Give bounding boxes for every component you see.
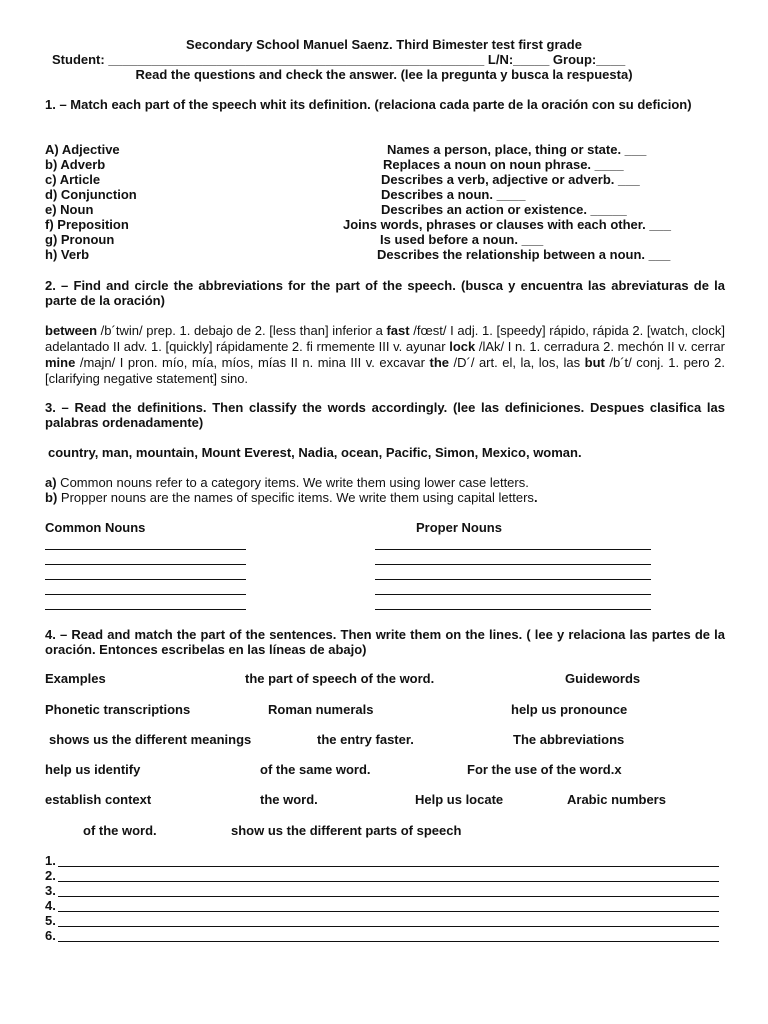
q1-definition: Describes a verb, adjective or adverb. ___: [381, 172, 640, 187]
answer-line[interactable]: [58, 880, 719, 882]
common-noun-answer-line[interactable]: [45, 593, 246, 595]
definition-text: Common nouns refer to a category items. We write them using lower case letters.: [56, 475, 529, 490]
answer-number: 3.: [45, 883, 56, 898]
definition-label: a): [45, 475, 57, 490]
answer-line[interactable]: [58, 865, 719, 867]
common-noun-answer-line[interactable]: [45, 548, 246, 550]
sentence-fragment: of the same word.: [260, 762, 371, 777]
answer-line[interactable]: [58, 925, 719, 927]
general-instruction: Read the questions and check the answer. (lee la pregunta y busca la respuesta): [135, 67, 633, 82]
sentence-fragment: Arabic numbers: [567, 792, 666, 807]
proper-noun-answer-line[interactable]: [375, 593, 651, 595]
common-noun-answer-line[interactable]: [45, 578, 246, 580]
entry-word: fast: [386, 323, 410, 338]
q1-definition: Is used before a noun. ___: [380, 232, 544, 247]
entry-text: /D´/ art. el, la, los, las: [448, 355, 585, 370]
definition-period: .: [533, 490, 538, 505]
q3-definition-a: [45, 475, 529, 490]
proper-noun-answer-line[interactable]: [375, 548, 651, 550]
common-noun-answer-line[interactable]: [45, 608, 246, 610]
entry-word: but: [584, 355, 605, 370]
entry-word: the: [429, 355, 449, 370]
q1-definition: Describes the relationship between a noun. ___: [377, 247, 671, 262]
q3-definition-b: [45, 490, 538, 505]
answer-number: 6.: [45, 928, 56, 943]
dictionary-excerpt: [45, 323, 725, 387]
answer-line[interactable]: [58, 895, 719, 897]
definition-text: Propper nouns are the names of specific items. We write them using capital letters: [57, 490, 534, 505]
q4-title: 4. – Read and match the part of the sentences. Then write them on the lines. ( lee y relaciona las partes de la oración. Entonces escribelas en las líneas de abajo): [45, 627, 725, 657]
q1-term: d) Conjunction: [45, 187, 137, 202]
sentence-fragment: help us pronounce: [511, 702, 628, 717]
answer-number: 5.: [45, 913, 56, 928]
entry-text: /b´twin/ prep. 1. debajo de 2. [less than] inferior a: [97, 323, 387, 338]
q1-term: b) Adverb: [45, 157, 106, 172]
sentence-fragment: Phonetic transcriptions: [45, 702, 191, 717]
entry-text: /lAk/ I n. 1. cerradura 2. mechón II v. cerrar: [475, 339, 725, 354]
sentence-fragment: Examples: [45, 671, 106, 686]
answer-line[interactable]: [58, 940, 719, 942]
student-info-line: Student: ____________________________________________________ L/N:_____ Group:____: [52, 52, 626, 67]
sentence-fragment: the word.: [260, 792, 318, 807]
q1-term: h) Verb: [45, 247, 90, 262]
sentence-fragment: establish context: [45, 792, 152, 807]
q1-title: 1. – Match each part of the speech whit its definition. (relaciona cada parte de la oración con su deficion): [45, 97, 692, 112]
q1-definition: Describes an action or existence. _____: [381, 202, 627, 217]
sentence-fragment: Help us locate: [415, 792, 504, 807]
q2-title: 2. – Find and circle the abbreviations for the part of the speech. (busca y encuentra las abreviaturas de la parte de la oración): [45, 278, 725, 308]
sentence-fragment: show us the different parts of speech: [231, 823, 462, 838]
proper-nouns-heading: Proper Nouns: [416, 520, 502, 535]
sentence-fragment: of the word.: [83, 823, 157, 838]
sentence-fragment: help us identify: [45, 762, 141, 777]
entry-word: lock: [449, 339, 476, 354]
proper-noun-answer-line[interactable]: [375, 563, 651, 565]
common-noun-answer-line[interactable]: [45, 563, 246, 565]
q1-definition: Joins words, phrases or clauses with each other. ___: [343, 217, 672, 232]
q1-definition: Replaces a noun on noun phrase. ____: [383, 157, 624, 172]
q1-definition: Names a person, place, thing or state. ___: [387, 142, 647, 157]
sentence-fragment: Roman numerals: [268, 702, 374, 717]
q1-term: g) Pronoun: [45, 232, 115, 247]
answer-number: 2.: [45, 868, 56, 883]
q1-term: e) Noun: [45, 202, 94, 217]
sentence-fragment: Guidewords: [565, 671, 641, 686]
q3-title: 3. – Read the definitions. Then classify the words accordingly. (lee las definiciones. Despues clasifica las palabras ordenadamente): [45, 400, 725, 430]
entry-text: /fœst/ I adj. 1. [speedy] rápido, rápida 2. [watch, clock] adelantado II adv. 1. [quickly] rápidamente 2. fi rmemente III v. ayunar: [45, 323, 725, 354]
q3-word-list: country, man, mountain, Mount Everest, Nadia, ocean, Pacific, Simon, Mexico, woman.: [48, 445, 582, 460]
sentence-fragment: shows us the different meanings: [49, 732, 252, 747]
sentence-fragment: the entry faster.: [317, 732, 414, 747]
sentence-fragment: For the use of the word.x: [467, 762, 622, 777]
worksheet-title: Secondary School Manuel Saenz. Third Bimester test first grade: [186, 37, 582, 52]
entry-text: /b´t/ conj. 1. pero 2. [clarifying negative statement] sino.: [45, 355, 725, 386]
entry-word: between: [45, 323, 98, 338]
common-nouns-heading: Common Nouns: [45, 520, 146, 535]
q1-term: f) Preposition: [45, 217, 129, 232]
entry-word: mine: [45, 355, 76, 370]
q1-definition: Describes a noun. ____: [381, 187, 526, 202]
proper-noun-answer-line[interactable]: [375, 578, 651, 580]
definition-label: b): [45, 490, 58, 505]
q1-term: c) Article: [45, 172, 101, 187]
sentence-fragment: The abbreviations: [513, 732, 625, 747]
answer-number: 1.: [45, 853, 56, 868]
proper-noun-answer-line[interactable]: [375, 608, 651, 610]
entry-text: /majn/ I pron. mío, mía, míos, mías II n. mina III v. excavar: [75, 355, 430, 370]
answer-line[interactable]: [58, 910, 719, 912]
answer-number: 4.: [45, 898, 56, 913]
sentence-fragment: the part of speech of the word.: [245, 671, 435, 686]
q1-term: A) Adjective: [45, 142, 120, 157]
